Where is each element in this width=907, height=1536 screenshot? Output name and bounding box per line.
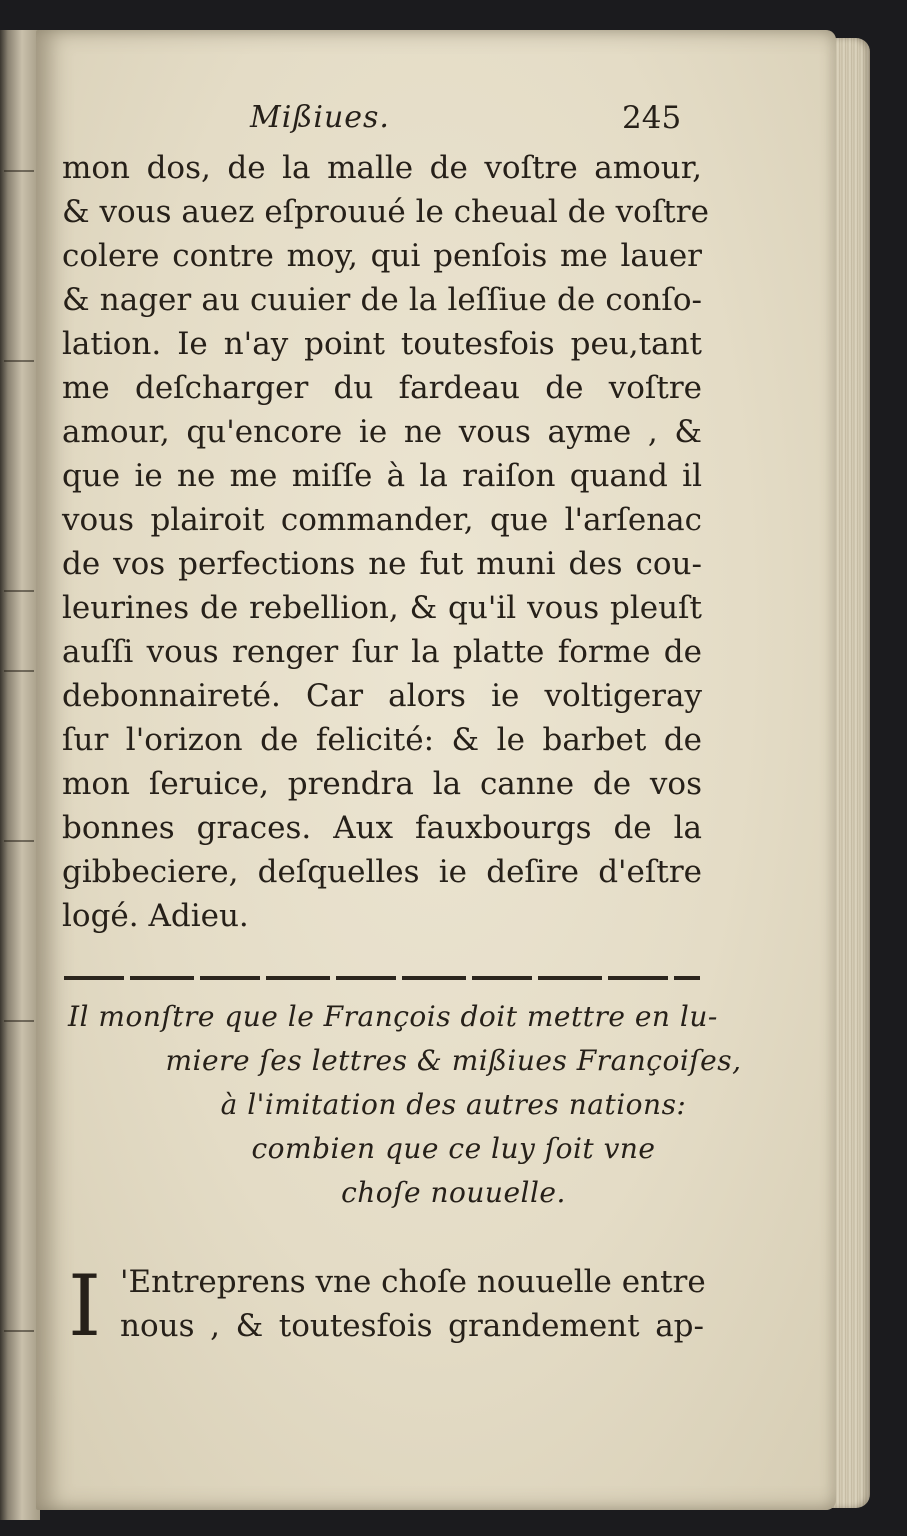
body-line: & nager au cuuier de la leſſiue de conſo- <box>62 282 702 318</box>
previous-page-edge <box>0 30 40 1520</box>
edge-mark <box>4 1330 34 1332</box>
section-heading-line: choſe nouuelle. <box>341 1176 566 1209</box>
body-line: ſur l'orizon de felicité: & le barbet de <box>62 722 702 758</box>
section-heading-line: miere ſes lettres & mißiues Françoiſes, <box>165 1044 742 1077</box>
body-line: amour, qu'encore ie ne vous ayme , & <box>62 414 702 450</box>
body-line: me deſcharger du fardeau de voſtre <box>62 370 702 406</box>
body-line: colere contre moy, qui penſois me lauer <box>62 238 702 274</box>
body-line: bonnes graces. Aux fauxbourgs de la <box>62 810 702 846</box>
body-line: que ie ne me miſſe à la raiſon quand il <box>62 458 702 494</box>
drop-cap: I <box>68 1257 102 1355</box>
body-line: & vous auez eſprouué le cheual de voſtre <box>62 194 709 230</box>
edge-mark <box>4 170 34 172</box>
body-line: 'Entreprens vne choſe nouuelle entre <box>120 1264 706 1300</box>
body-line: mon ſeruice, prendra la canne de vos <box>62 766 702 802</box>
body-line: vous plairoit commander, que l'arſenac <box>62 502 702 538</box>
body-line: gibbeciere, deſquelles ie deſire d'eſtre <box>62 854 702 890</box>
edge-mark <box>4 360 34 362</box>
body-line: nous , & toutesfois grandement ap- <box>120 1308 704 1344</box>
page-number: 245 <box>622 100 682 136</box>
body-line: leurines de rebellion, & qu'il vous pleuſt <box>62 590 702 626</box>
section-heading-line: Il monſtre que le François doit mettre en lu- <box>68 1000 718 1033</box>
edge-mark <box>4 840 34 842</box>
body-line: debonnaireté. Car alors ie voltigeray <box>62 678 702 714</box>
body-line: logé. Adieu. <box>62 898 249 934</box>
body-line: mon dos, de la malle de voſtre amour, <box>62 150 702 186</box>
body-line: lation. Ie n'ay point toutesfois peu,tant <box>62 326 702 362</box>
section-heading-line: à l'imitation des autres nations: <box>220 1088 687 1121</box>
running-head: Mißiues. <box>250 100 390 135</box>
section-heading-line: combien que ce luy ſoit vne <box>251 1132 656 1165</box>
edge-mark <box>4 590 34 592</box>
edge-mark <box>4 1020 34 1022</box>
edge-mark <box>4 670 34 672</box>
section-divider <box>64 976 700 980</box>
body-line: auſſi vous renger ſur la platte forme de <box>62 634 702 670</box>
body-line: de vos perfections ne fut muni des cou- <box>62 546 702 582</box>
